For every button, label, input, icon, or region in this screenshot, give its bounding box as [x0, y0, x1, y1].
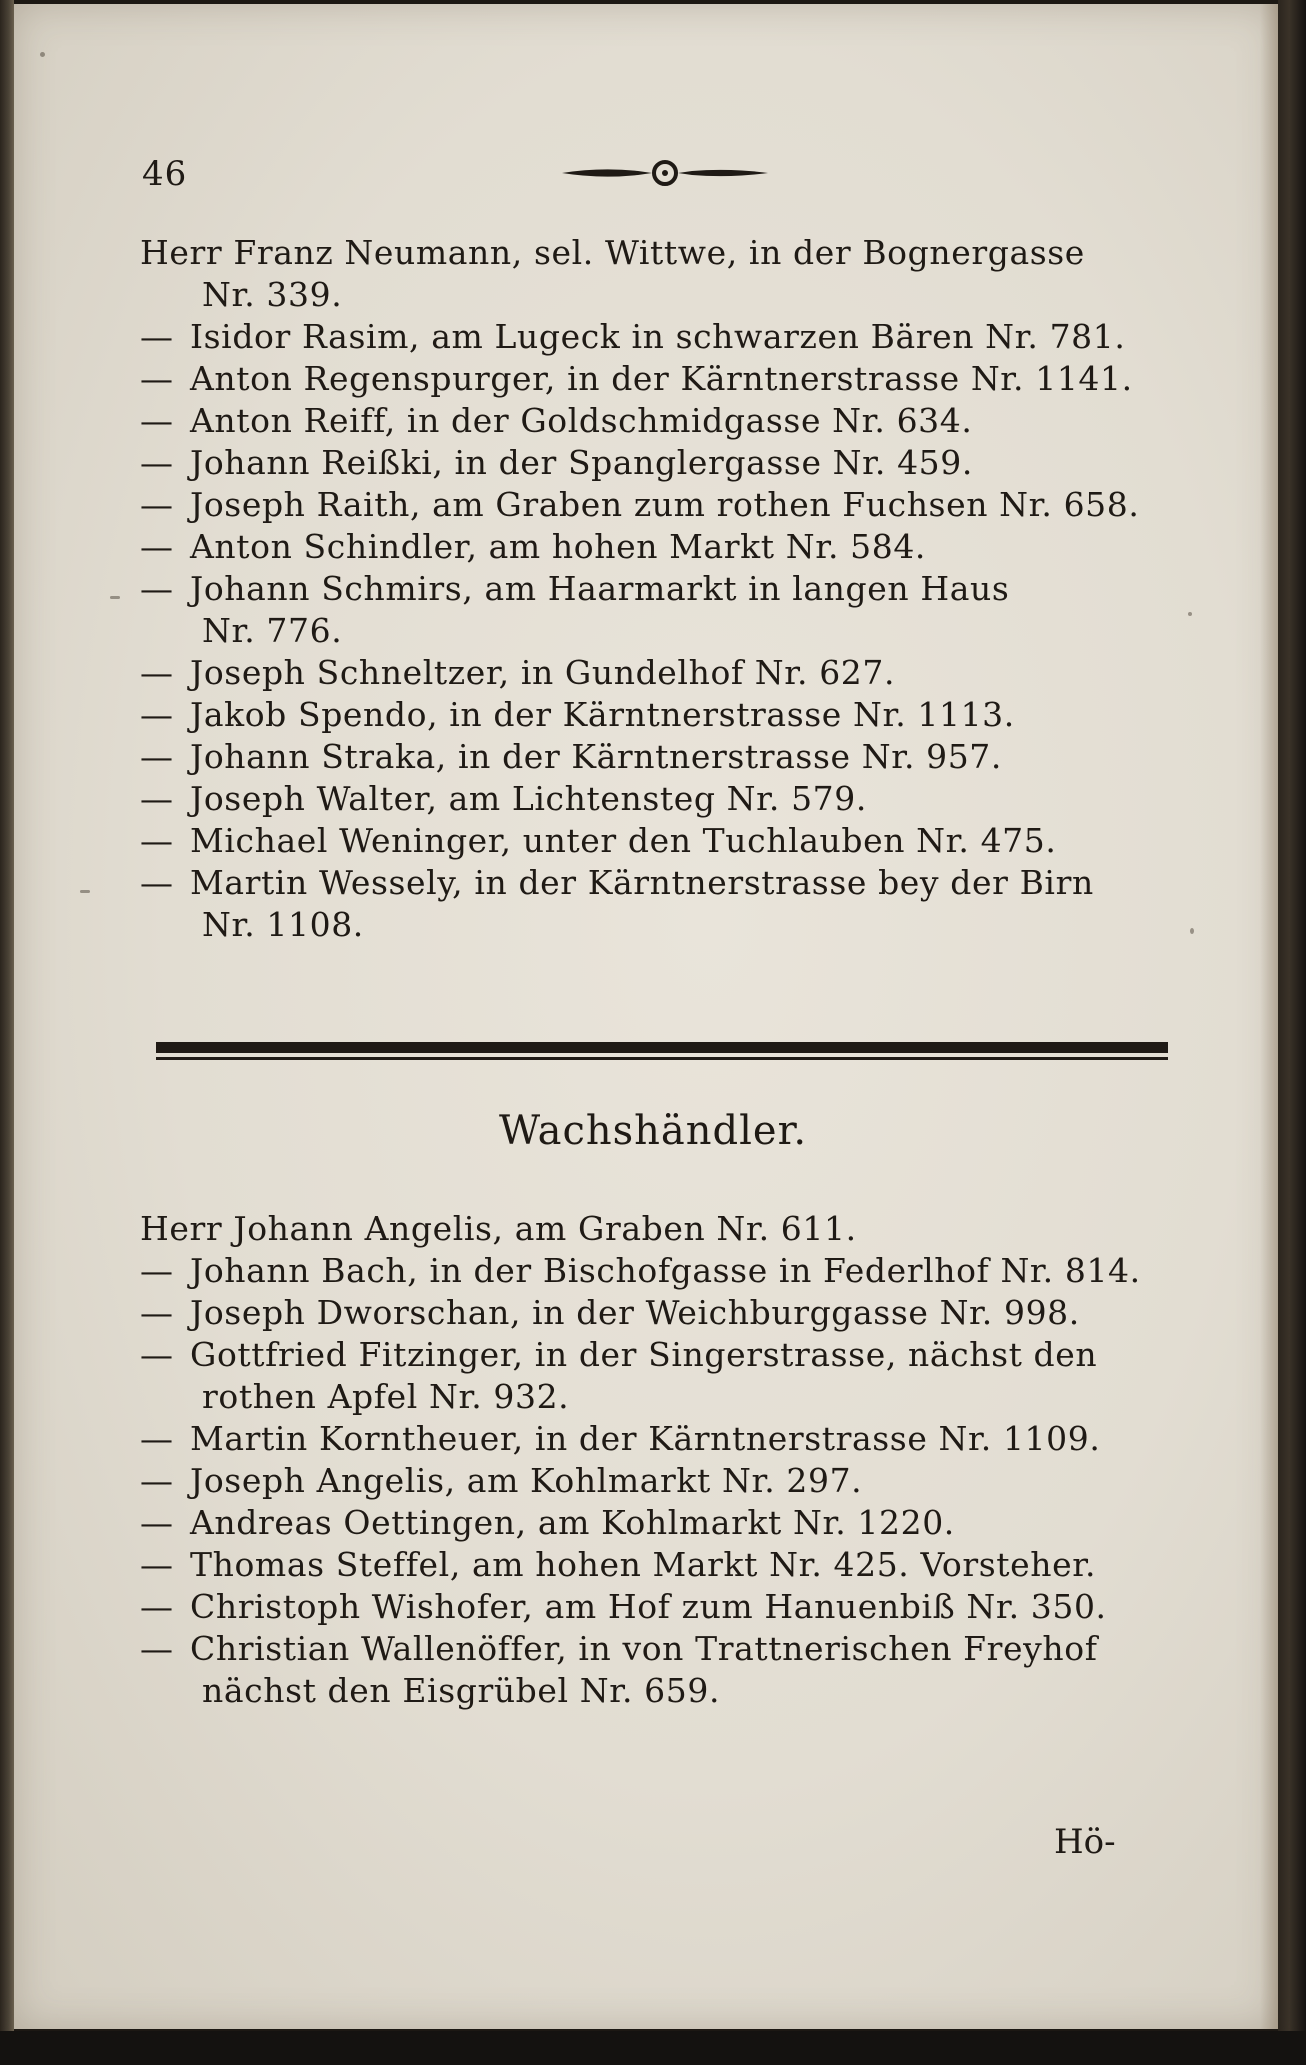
entry-text: Franz Neumann, sel. Wittwe, in der Bognergasse [233, 233, 1085, 272]
ditto-dash: — [140, 863, 174, 902]
ditto-dash: — [140, 527, 174, 566]
list-item [140, 1250, 1170, 1292]
list-item [140, 1418, 1170, 1460]
ditto-dash: — [140, 1293, 174, 1332]
ditto-dash: — [140, 1335, 174, 1374]
ditto-dash: — [140, 1629, 174, 1668]
header-ornament-icon [560, 158, 770, 188]
ditto-dash: — [140, 485, 174, 524]
entry-text: Martin Korntheuer, in der Kärntnerstrasse Nr. 1109. [190, 1419, 1101, 1458]
ditto-dash: — [140, 1545, 174, 1584]
entry-text: Joseph Raith, am Graben zum rothen Fuchsen Nr. 658. [190, 485, 1140, 524]
entry-text: Michael Weninger, unter den Tuchlauben Nr. 475. [190, 821, 1057, 860]
list-item [140, 1208, 1170, 1250]
merchant-list-first-section [140, 232, 1170, 946]
list-item [140, 820, 1170, 862]
entry-text: Joseph Dworschan, in der Weichburggasse Nr. 998. [190, 1293, 1080, 1332]
entry-text: Anton Reiff, in der Goldschmidgasse Nr. 634. [190, 401, 973, 440]
entry-text: rothen Apfel Nr. 932. [202, 1377, 570, 1416]
ditto-dash: — [140, 401, 174, 440]
list-item [140, 358, 1170, 400]
entry-text: Jakob Spendo, in der Kärntnerstrasse Nr. 1113. [190, 695, 1015, 734]
entry-text: Joseph Schneltzer, in Gundelhof Nr. 627. [190, 653, 896, 692]
entry-text: Johann Angelis, am Graben Nr. 611. [233, 1209, 857, 1248]
list-item [140, 442, 1170, 484]
list-item [140, 736, 1170, 778]
ditto-dash: — [140, 779, 174, 818]
entry-text: Johann Reißki, in der Spanglergasse Nr. 459. [190, 443, 973, 482]
list-item [140, 484, 1170, 526]
entry-text: Christoph Wishofer, am Hof zum Hanuenbiß Nr. 350. [190, 1587, 1107, 1626]
ditto-dash: — [140, 653, 174, 692]
book-cover-left-edge [0, 0, 14, 2065]
ditto-dash: — [140, 1461, 174, 1500]
list-item [140, 1334, 1170, 1376]
list-item [140, 862, 1170, 904]
entry-text: Christian Wallenöffer, in von Trattnerischen Freyhof [190, 1629, 1098, 1668]
list-item-continuation [140, 1670, 1170, 1712]
list-item-continuation [140, 274, 1170, 316]
list-item [140, 232, 1170, 274]
entry-text: Andreas Oettingen, am Kohlmarkt Nr. 1220. [190, 1503, 955, 1542]
ditto-dash: — [140, 695, 174, 734]
entry-text: Nr. 776. [202, 611, 343, 650]
list-item [140, 1502, 1170, 1544]
entry-text: Johann Schmirs, am Haarmarkt in langen Haus [190, 569, 1010, 608]
ditto-dash: — [140, 443, 174, 482]
ditto-dash: — [140, 569, 174, 608]
list-item [140, 400, 1170, 442]
list-item [140, 1460, 1170, 1502]
entry-text: Thomas Steffel, am hohen Markt Nr. 425. Vorsteher. [190, 1545, 1097, 1584]
ditto-dash: — [140, 1419, 174, 1458]
list-item [140, 1544, 1170, 1586]
entry-text: Martin Wessely, in der Kärntnerstrasse bey der Birn [190, 863, 1094, 902]
merchant-list-wax-dealers [140, 1208, 1170, 1712]
ditto-dash: — [140, 821, 174, 860]
ditto-dash: — [140, 1503, 174, 1542]
ditto-dash: — [140, 359, 174, 398]
paper-speck [1190, 928, 1194, 934]
page-fore-edge-shadow [1260, 4, 1278, 2029]
page-number: 46 [142, 154, 188, 194]
entry-text: Isidor Rasim, am Lugeck in schwarzen Bären Nr. 781. [190, 317, 1126, 356]
entry-text: Nr. 1108. [202, 905, 364, 944]
paper-speck [40, 52, 45, 57]
divider-thin-line [156, 1057, 1168, 1060]
list-item [140, 1628, 1170, 1670]
entry-text: Anton Schindler, am hohen Markt Nr. 584. [190, 527, 927, 566]
paper-speck [1188, 612, 1192, 616]
divider-thick-line [156, 1042, 1168, 1053]
ditto-dash: — [140, 737, 174, 776]
list-item-continuation [140, 1376, 1170, 1418]
list-item [140, 694, 1170, 736]
book-cover-bottom-edge [0, 2031, 1306, 2065]
entry-text: nächst den Eisgrübel Nr. 659. [202, 1671, 721, 1710]
entry-text: Johann Straka, in der Kärntnerstrasse Nr. 957. [190, 737, 1002, 776]
book-cover-right-edge [1278, 0, 1306, 2065]
list-item-continuation [140, 610, 1170, 652]
catchword: Hö- [1054, 1822, 1116, 1862]
ditto-dash: — [140, 1251, 174, 1290]
list-item [140, 526, 1170, 568]
entry-text: Joseph Walter, am Lichtensteg Nr. 579. [190, 779, 867, 818]
list-item [140, 316, 1170, 358]
section-divider-rule [156, 1042, 1168, 1062]
entry-text: Nr. 339. [202, 275, 343, 314]
section-heading-wax-dealers: Wachshändler. [498, 1108, 808, 1154]
list-item [140, 1586, 1170, 1628]
paper-speck [80, 890, 90, 893]
list-item [140, 778, 1170, 820]
entry-text: Johann Bach, in der Bischofgasse in Federlhof Nr. 814. [190, 1251, 1141, 1290]
entry-text: Gottfried Fitzinger, in der Singerstrasse, nächst den [190, 1335, 1098, 1374]
honorific-prefix: Herr [140, 1209, 223, 1248]
honorific-prefix: Herr [140, 233, 223, 272]
entry-text: Joseph Angelis, am Kohlmarkt Nr. 297. [190, 1461, 863, 1500]
ditto-dash: — [140, 1587, 174, 1626]
ditto-dash: — [140, 317, 174, 356]
entry-text: Anton Regenspurger, in der Kärntnerstrasse Nr. 1141. [190, 359, 1133, 398]
list-item [140, 652, 1170, 694]
list-item-continuation [140, 904, 1170, 946]
paper-speck [110, 596, 120, 599]
list-item [140, 568, 1170, 610]
list-item [140, 1292, 1170, 1334]
